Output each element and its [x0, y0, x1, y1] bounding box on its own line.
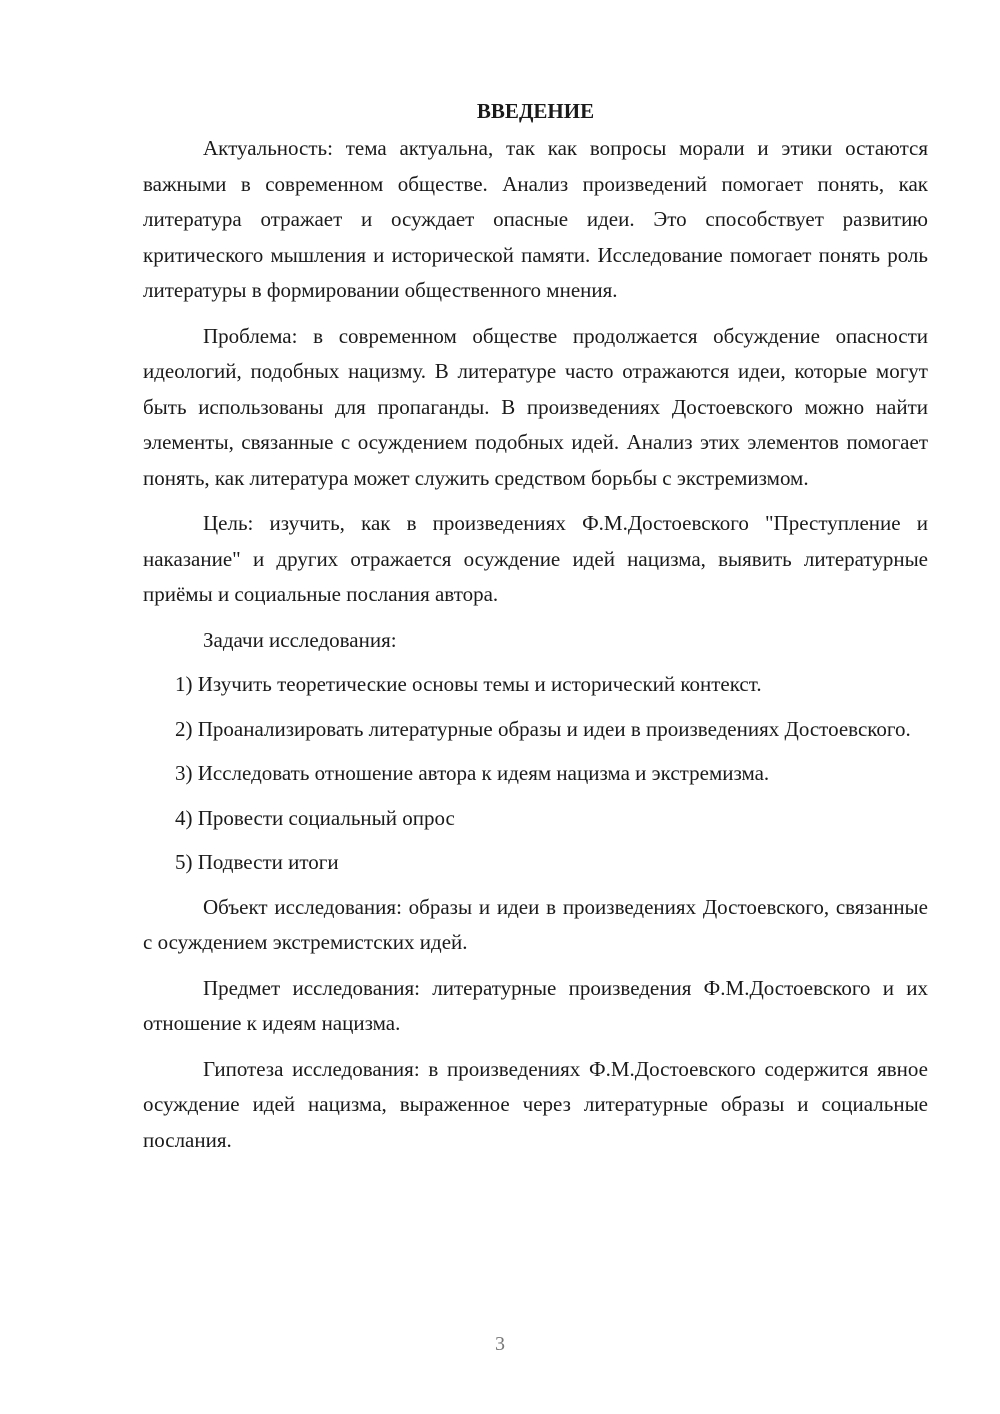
- tasks-heading: Задачи исследования:: [203, 627, 397, 652]
- page-number: 3: [495, 1333, 505, 1355]
- task-item-2: 2) Проанализировать литературные образы и идеи в произведениях Достоевского.: [175, 716, 911, 741]
- paragraph-object: Объект исследования: образы и идеи в произведениях Достоевского, связанные с осуждением экстремистских идей.: [143, 894, 928, 954]
- task-item-4: 4) Провести социальный опрос: [175, 805, 455, 830]
- paragraph-goal: Цель: изучить, как в произведениях Ф.М.Достоевского "Преступление и наказание" и других отражается осуждение идей нацизма, выявить литературные приёмы и социальные послания автора.: [143, 511, 928, 606]
- paragraph-hypothesis: Гипотеза исследования: в произведениях Ф.М.Достоевского содержится явное осуждение идей нацизма, выраженное через литературные образы и социальные послания.: [143, 1056, 928, 1152]
- paragraph-subject: Предмет исследования: литературные произведения Ф.М.Достоевского и их отношение к идеям нацизма.: [143, 975, 928, 1035]
- paragraph-relevance: Актуальность: тема актуальна, так как вопросы морали и этики остаются важными в современном обществе. Анализ произведений помогает понять, как литература отражает и осуждает опасные идеи. Это способствует развитию критического мышления и исторической памяти. Исследование помогает понять роль литературы в формировании общественного мнения.: [143, 136, 928, 302]
- task-item-1: 1) Изучить теоретические основы темы и исторический контекст.: [175, 672, 762, 696]
- task-item-5: 5) Подвести итоги: [175, 850, 339, 874]
- task-item-3: 3) Исследовать отношение автора к идеям нацизма и экстремизма.: [175, 761, 770, 785]
- paragraph-problem: Проблема: в современном обществе продолжается обсуждение опасности идеологий, подобных нацизму. В литературе часто отражаются идеи, которые могут быть использованы для пропаганды. В произведениях Достоевского можно найти элементы, связанные с осуждением подобных идей. Анализ этих элементов помогает понять, как литература может служить средством борьбы с экстремизмом.: [143, 323, 928, 490]
- page-title: ВВЕДЕНИЕ: [476, 99, 595, 123]
- page-content: [143, 96, 928, 1168]
